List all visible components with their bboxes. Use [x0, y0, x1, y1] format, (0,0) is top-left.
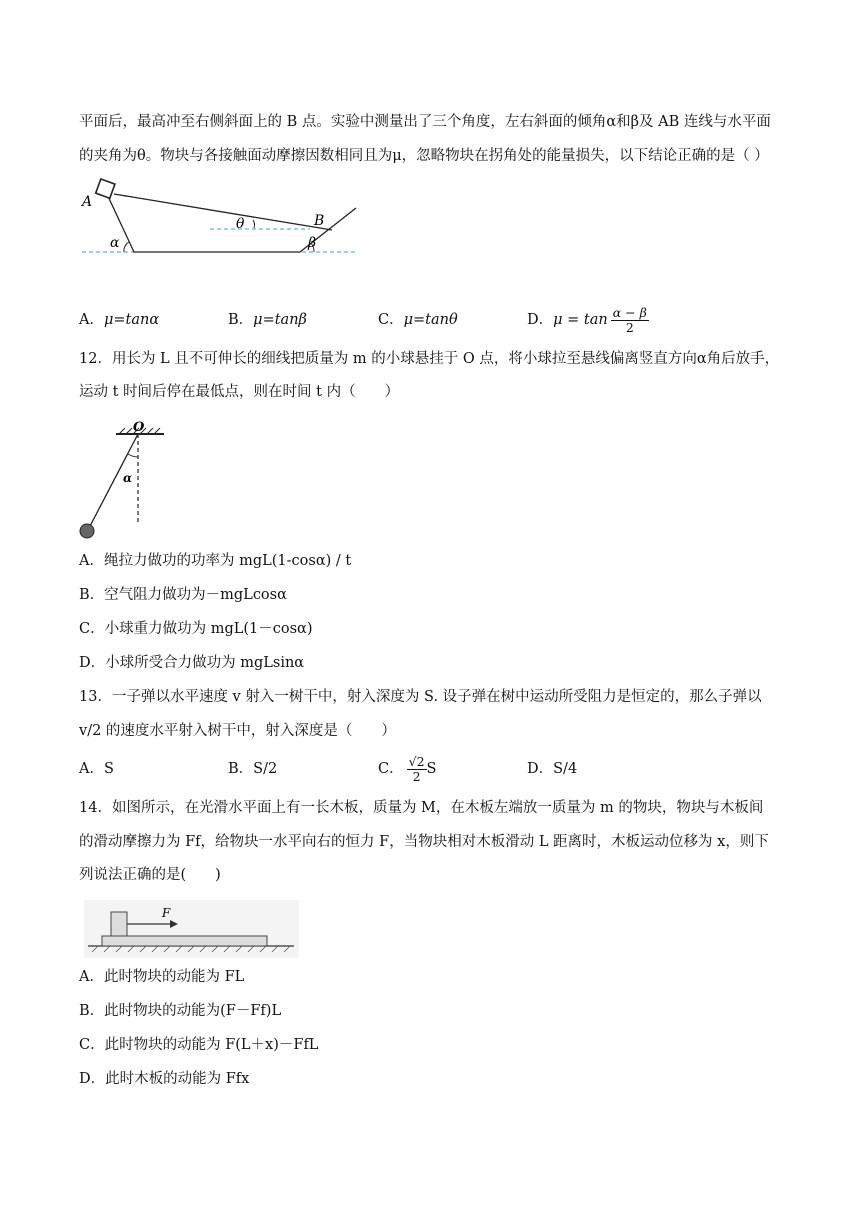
- q11-option-d[interactable]: D．μ = tan $\frac{\alpha - \beta}{2}$: [527, 304, 647, 335]
- q14-text-line2: 的滑动摩擦力为 Ff，给物块一水平向右的恒力 F，当物块相对木板滑动 L 距离时，木板运动位移为 x，则下: [79, 834, 769, 850]
- q11-option-b[interactable]: B．μ=tanβ: [228, 312, 307, 328]
- q12-text-line1: 12．用长为 L 且不可伸长的细线把质量为 m 的小球悬挂于 O 点，将小球拉至悬线偏离竖直方向α角后放手，: [79, 351, 780, 367]
- q14-option-a[interactable]: A．此时物块的动能为 FL: [79, 969, 245, 985]
- q11-text-line2: 的夹角为θ。物块与各接触面动摩擦因数相同且为μ，忽略物块在拐角处的能量损失，以下结论正确的是（ ）: [79, 148, 769, 164]
- q11-text-line1: 平面后，最高冲至右侧斜面上的 B 点。实验中测量出了三个角度，左右斜面的倾角α和β及 AB 连线与水平面: [79, 114, 771, 130]
- q13-text-line1: 13．一子弹以水平速度 v 射入一树干中，射入深度为 S. 设子弹在树中运动所受阻力是恒定的，那么子弹以: [79, 689, 762, 705]
- q14-board-figure: [84, 900, 299, 958]
- label-O: O: [133, 420, 145, 435]
- q14-option-c[interactable]: C．此时物块的动能为 F(L＋x)－FfL: [79, 1037, 319, 1053]
- q14-text-line1: 14．如图所示，在光滑水平面上有一长木板，质量为 M，在木板左端放一质量为 m 的物块，物块与木板间: [79, 800, 764, 816]
- q12-option-a[interactable]: A．绳拉力做功的功率为 mgL(1-cosα) / t: [79, 553, 352, 569]
- q14-option-b[interactable]: B．此时物块的动能为(F－Ff)L: [79, 1003, 282, 1019]
- q13-option-a[interactable]: A．S: [79, 761, 114, 777]
- q13-text-line2: v/2 的速度水平射入树干中，射入深度是（ ）: [79, 723, 396, 739]
- label-alpha: α: [110, 235, 120, 251]
- q13-option-d[interactable]: D．S/4: [527, 761, 578, 777]
- q12-text-line2: 运动 t 时间后停在最低点，则在时间 t 内（ ）: [79, 384, 400, 400]
- q12-option-d[interactable]: D．小球所受合力做功为 mgLsinα: [79, 655, 305, 671]
- q12-option-c[interactable]: C．小球重力做功为 mgL(1－cosα): [79, 621, 313, 637]
- label-A: A: [82, 194, 93, 210]
- q11-incline-figure: [78, 176, 368, 266]
- q14-option-d[interactable]: D．此时木板的动能为 Ffx: [79, 1071, 250, 1087]
- q13-option-c[interactable]: C． $\frac{√2}{2}$ S: [378, 753, 437, 784]
- q12-option-b[interactable]: B．空气阻力做功为－mgLcosα: [79, 587, 287, 603]
- q11-option-c[interactable]: C．μ=tanθ: [378, 312, 458, 328]
- q13-option-b[interactable]: B．S/2: [228, 761, 278, 777]
- label-theta: θ: [236, 216, 245, 232]
- label-B: B: [314, 213, 325, 229]
- q11-option-a[interactable]: A．μ=tanα: [79, 312, 160, 328]
- label-beta: β: [308, 235, 317, 251]
- label-F: F: [162, 906, 171, 920]
- q14-text-line3: 列说法正确的是( ): [79, 867, 221, 883]
- label-alpha-pendulum: α: [123, 471, 133, 485]
- q12-pendulum-figure: [74, 416, 169, 541]
